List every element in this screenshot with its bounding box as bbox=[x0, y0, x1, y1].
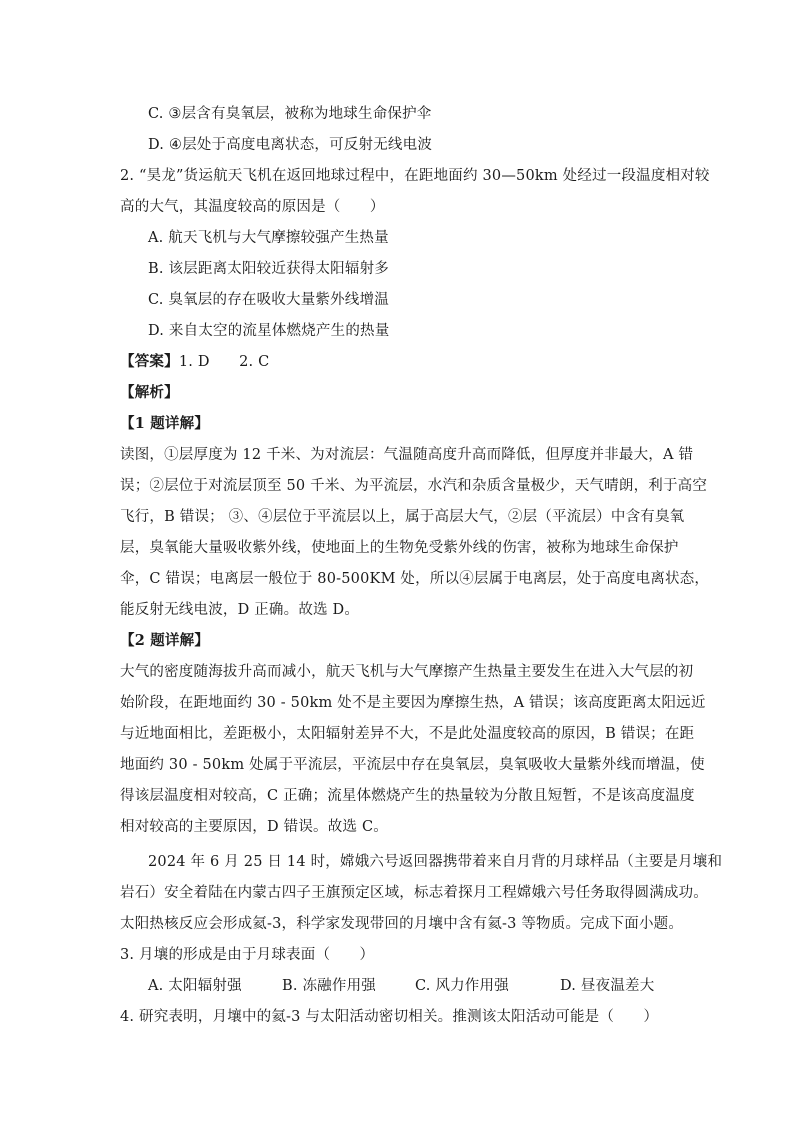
q2-option-c: C. 臭氧层的存在吸收大量紫外线增温 bbox=[148, 292, 389, 308]
q1-option-c: C. ③层含有臭氧层，被称为地球生命保护伞 bbox=[148, 106, 432, 122]
detail-1-line: 读图，①层厚度为 12 千米、为对流层：气温随高度升高而降低，但厚度并非最大，A 错 bbox=[120, 447, 694, 463]
answer-text: 1. D 2. C bbox=[178, 354, 270, 370]
detail-2-line: 大气的密度随海拔升高而减小，航天飞机与大气摩擦产生热量主要发生在进入大气层的初 bbox=[120, 664, 694, 680]
detail-1-line: 层，臭氧能大量吸收紫外线，使地面上的生物免受紫外线的伤害，被称为地球生命保护 bbox=[120, 540, 679, 556]
detail-2-heading: 【2 题详解】 bbox=[120, 632, 210, 649]
detail-2-line: 相对较高的主要原因，D 错误。故选 C。 bbox=[120, 819, 388, 835]
detail-1-line: 飞行，B 错误； ③、④层位于平流层以上，属于高层大气，②层（平流层）中含有臭氧 bbox=[120, 509, 685, 525]
q2-option-a: A. 航天飞机与大气摩擦较强产生热量 bbox=[148, 230, 389, 246]
detail-2-line: 始阶段，在距地面约 30 - 50km 处不是主要因为摩擦生热，A 错误；该高度距离太阳远近 bbox=[120, 695, 706, 711]
passage-line: 岩石）安全着陆在内蒙古四子王旗预定区域，标志着探月工程嫦娥六号任务取得圆满成功。 bbox=[120, 885, 708, 901]
q3-stem: 3. 月壤的形成是由于月球表面（ ） bbox=[120, 947, 375, 963]
detail-2-line: 与近地面相比，差距极小，太阳辐射差异不大，不是此处温度较高的原因，B 错误；在距 bbox=[120, 726, 695, 742]
q2-option-b: B. 该层距离太阳较近获得太阳辐射多 bbox=[148, 261, 389, 277]
q2-option-d: D. 来自太空的流星体燃烧产生的热量 bbox=[148, 323, 390, 339]
answer-label: 【答案】 bbox=[120, 353, 179, 370]
q4-stem: 4. 研究表明，月壤中的氦-3 与太阳活动密切相关。推测该太阳活动可能是（ ） bbox=[120, 1009, 659, 1025]
detail-1-heading: 【1 题详解】 bbox=[120, 415, 210, 432]
q2-stem-line-2: 高的大气，其温度较高的原因是（ ） bbox=[120, 199, 385, 215]
passage-line: 2024 年 6 月 25 日 14 时，嫦娥六号返回器携带着来自月背的月球样品（主要是月壤和 bbox=[148, 854, 723, 870]
q3-option-d: D. 昼夜温差大 bbox=[560, 978, 655, 994]
answer-line bbox=[120, 352, 269, 372]
analysis-label: 【解析】 bbox=[120, 384, 179, 401]
q3-option-c: C. 风力作用强 bbox=[415, 978, 509, 994]
detail-2-line: 得该层温度相对较高，C 正确；流星体燃烧产生的热量较为分散且短暂，不是该高度温度 bbox=[120, 788, 695, 804]
q1-option-d: D. ④层处于高度电离状态，可反射无线电波 bbox=[148, 137, 433, 153]
detail-1-line: 误；②层位于对流层顶至 50 千米、为平流层，水汽和杂质含量极少，天气晴朗，利于高空 bbox=[120, 478, 708, 494]
q3-option-a: A. 太阳辐射强 bbox=[148, 978, 242, 994]
q3-option-b: B. 冻融作用强 bbox=[282, 978, 376, 994]
passage-line: 太阳热核反应会形成氦-3，科学家发现带回的月壤中含有氦-3 等物质。完成下面小题。 bbox=[120, 916, 684, 932]
q2-stem-line-1: 2. “昊龙”货运航天飞机在返回地球过程中，在距地面约 30—50km 处经过一段温度相对较 bbox=[120, 168, 710, 184]
detail-1-line: 能反射无线电波，D 正确。故选 D。 bbox=[120, 602, 360, 618]
detail-2-line: 地面约 30 - 50km 处属于平流层，平流层中存在臭氧层，臭氧吸收大量紫外线而增温，使 bbox=[120, 757, 705, 773]
detail-1-line: 伞，C 错误；电离层一般位于 80-500KM 处，所以④层属于电离层，处于高度电离状态， bbox=[120, 571, 710, 587]
